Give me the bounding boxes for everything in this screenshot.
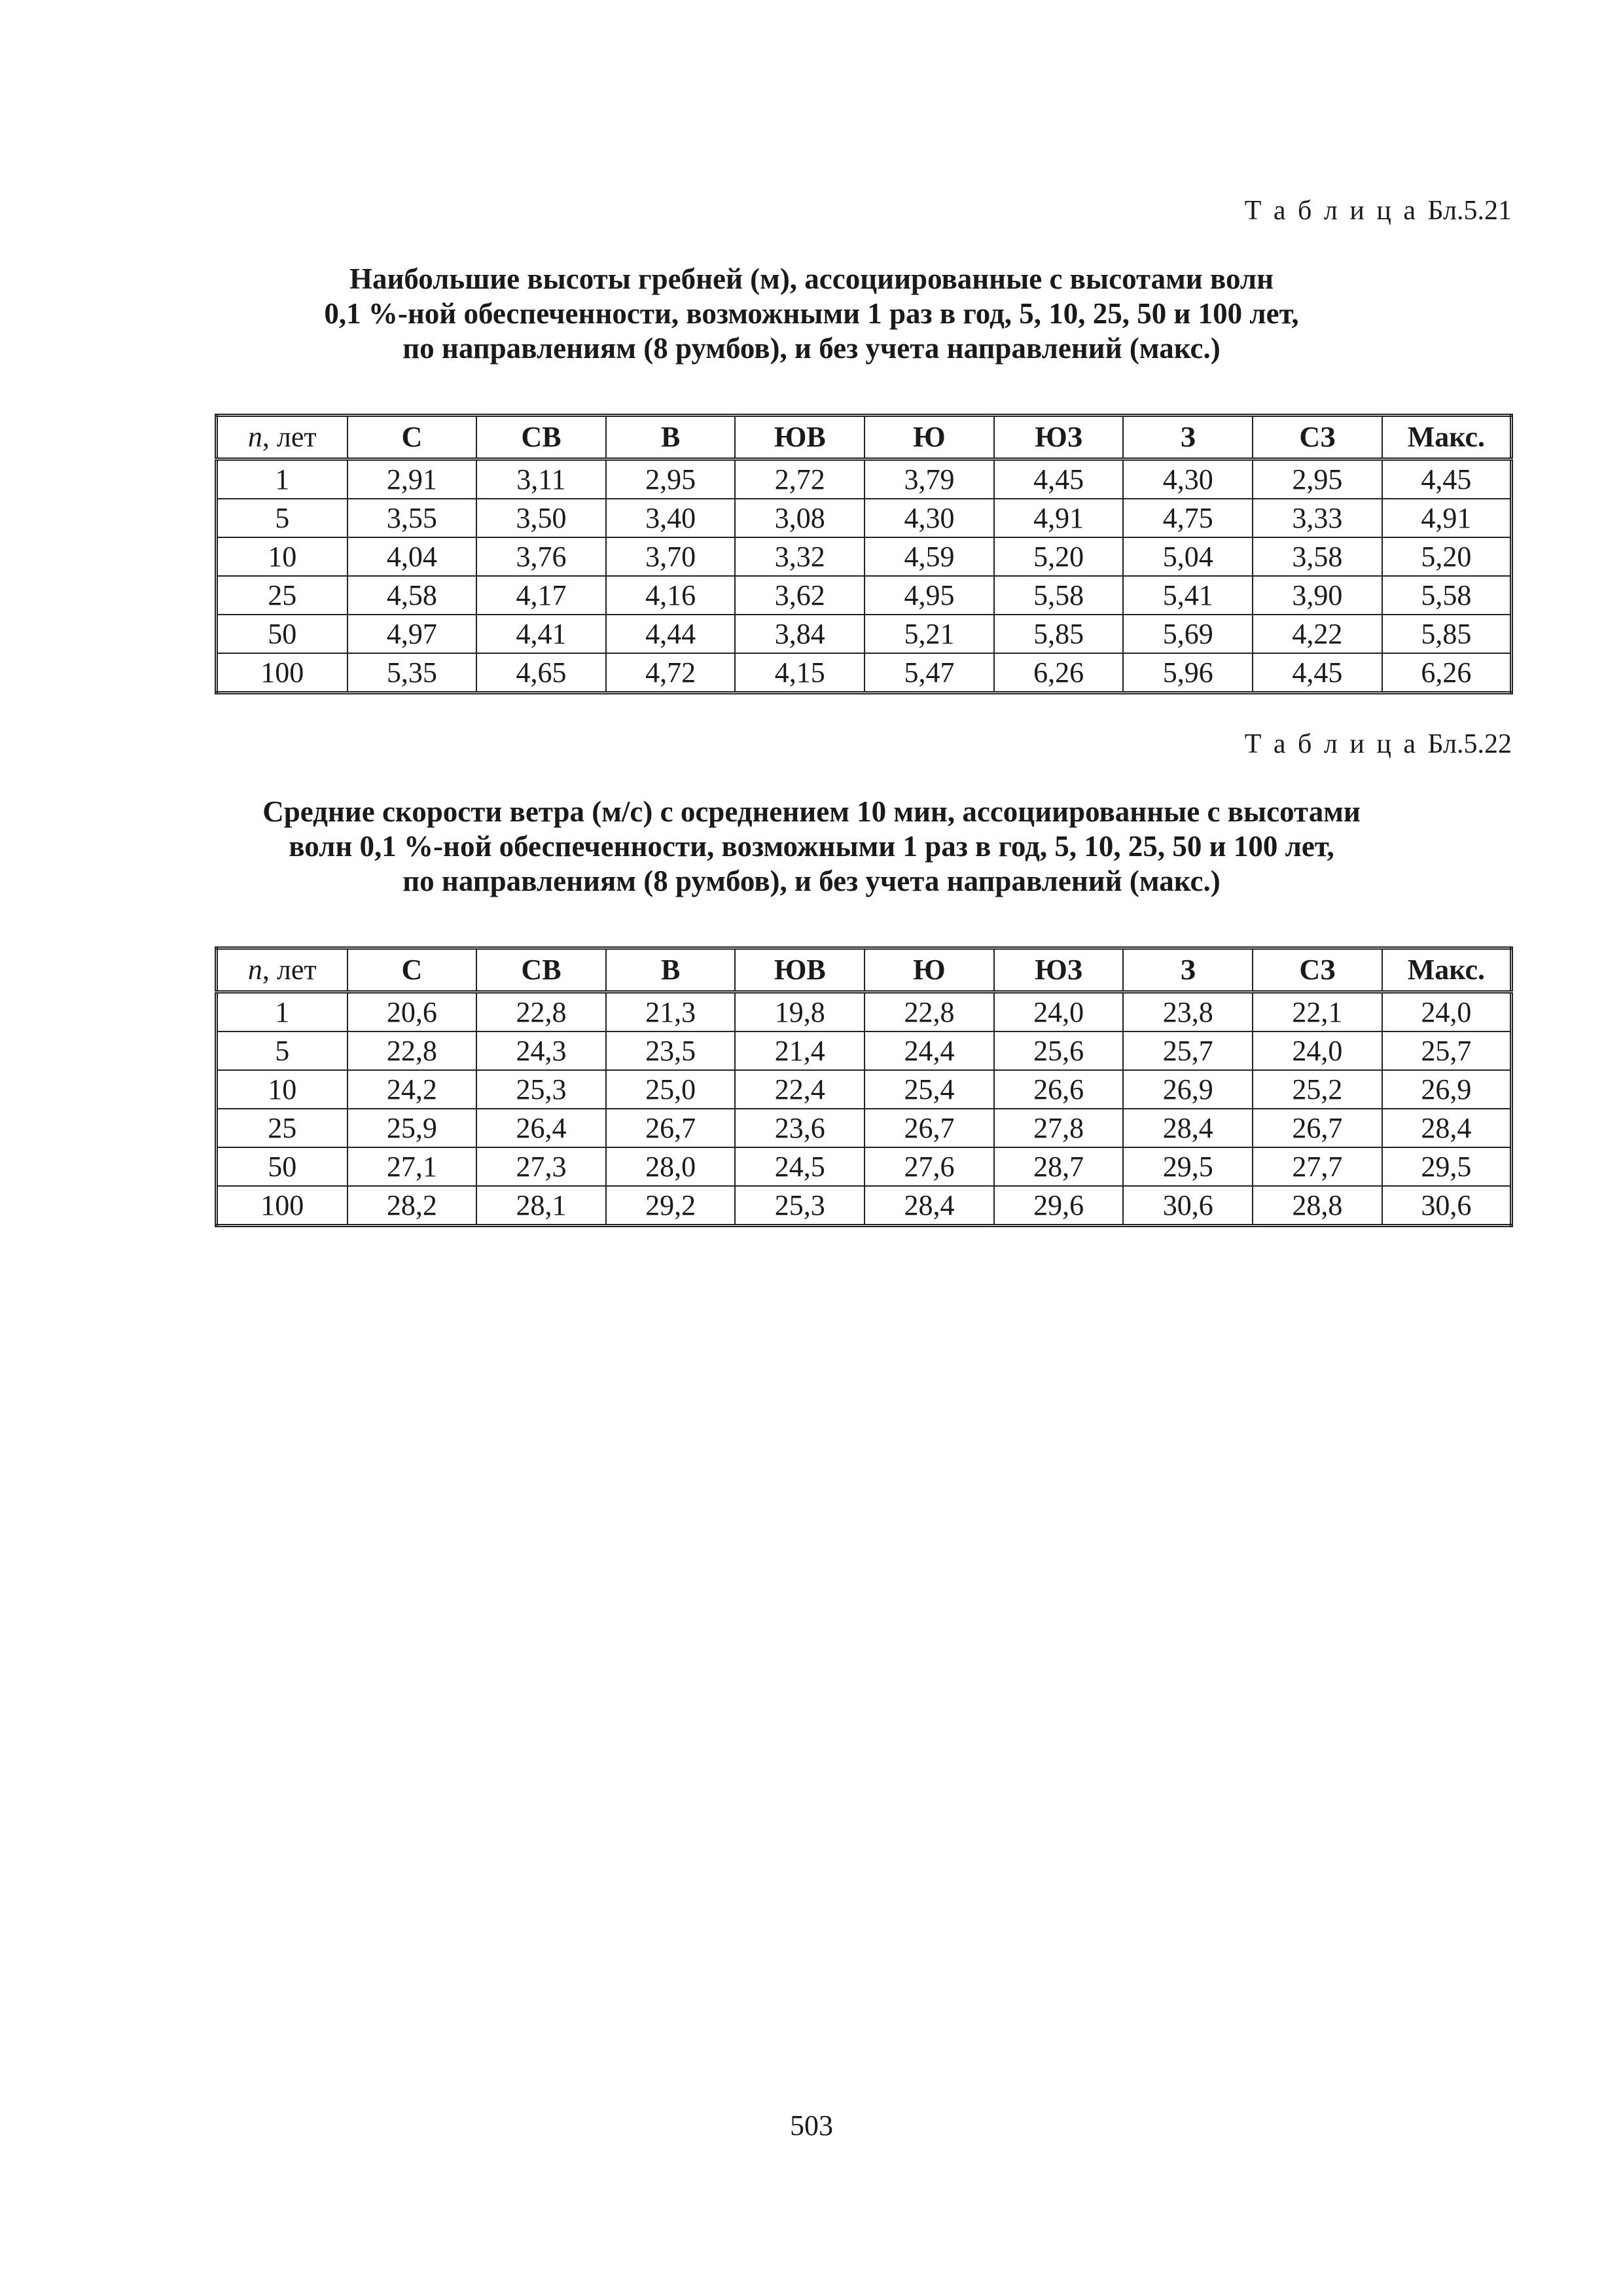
header-cell: ЮВ [735, 416, 865, 459]
value-cell: 5,20 [1382, 537, 1512, 576]
value-cell: 5,85 [994, 615, 1124, 653]
header-cell: В [606, 416, 736, 459]
value-cell: 25,7 [1123, 1031, 1253, 1070]
value-cell: 21,3 [606, 992, 736, 1032]
value-cell: 22,1 [1253, 992, 1382, 1032]
value-cell: 29,5 [1382, 1147, 1512, 1186]
period-cell: 50 [217, 615, 348, 653]
header-cell: З [1123, 948, 1253, 992]
period-cell: 100 [217, 653, 348, 693]
header-cell: СВ [476, 416, 606, 459]
value-cell: 25,4 [865, 1070, 994, 1109]
table-caption-1 [0, 262, 1623, 366]
period-cell: 5 [217, 1031, 348, 1070]
value-cell: 6,26 [1382, 653, 1512, 693]
value-cell: 4,91 [1382, 499, 1512, 537]
value-cell: 3,55 [348, 499, 477, 537]
value-cell: 28,4 [1382, 1109, 1512, 1147]
header-cell: СЗ [1253, 416, 1382, 459]
header-cell: Ю [865, 416, 994, 459]
value-cell: 21,4 [735, 1031, 865, 1070]
header-cell: ЮЗ [994, 948, 1124, 992]
header-cell: Макс. [1382, 948, 1512, 992]
table-body [217, 992, 1512, 1226]
value-cell: 3,62 [735, 576, 865, 615]
value-cell: 3,70 [606, 537, 736, 576]
value-cell: 24,3 [476, 1031, 606, 1070]
value-cell: 4,95 [865, 576, 994, 615]
header-period [217, 948, 348, 992]
table-row [217, 576, 1512, 615]
period-cell: 1 [217, 459, 348, 499]
value-cell: 22,8 [348, 1031, 477, 1070]
value-cell: 28,4 [865, 1186, 994, 1226]
value-cell: 25,9 [348, 1109, 477, 1147]
table-label-prefix: Т а б л и ц а [1244, 729, 1418, 759]
value-cell: 28,7 [994, 1147, 1124, 1186]
value-cell: 27,1 [348, 1147, 477, 1186]
caption-line: волн 0,1 %-ной обеспеченности, возможными 1 раз в год, 5, 10, 25, 50 и 100 лет, [289, 830, 1334, 863]
value-cell: 20,6 [348, 992, 477, 1032]
value-cell: 25,3 [735, 1186, 865, 1226]
value-cell: 29,5 [1123, 1147, 1253, 1186]
table-header-row [217, 948, 1512, 992]
value-cell: 23,5 [606, 1031, 736, 1070]
header-cell: Ю [865, 948, 994, 992]
period-cell: 100 [217, 1186, 348, 1226]
value-cell: 26,7 [1253, 1109, 1382, 1147]
value-cell: 28,4 [1123, 1109, 1253, 1147]
value-cell: 5,20 [994, 537, 1124, 576]
value-cell: 22,8 [476, 992, 606, 1032]
table-row [217, 537, 1512, 576]
value-cell: 4,97 [348, 615, 477, 653]
value-cell: 5,41 [1123, 576, 1253, 615]
value-cell: 3,11 [476, 459, 606, 499]
value-cell: 24,0 [1382, 992, 1512, 1032]
value-cell: 4,30 [865, 499, 994, 537]
header-cell: СЗ [1253, 948, 1382, 992]
value-cell: 3,50 [476, 499, 606, 537]
caption-line: по направлениям (8 румбов), и без учета направлений (макс.) [402, 865, 1221, 897]
value-cell: 26,9 [1382, 1070, 1512, 1109]
value-cell: 23,6 [735, 1109, 865, 1147]
value-cell: 6,26 [994, 653, 1124, 693]
value-cell: 24,0 [1253, 1031, 1382, 1070]
value-cell: 5,21 [865, 615, 994, 653]
value-cell: 4,45 [1253, 653, 1382, 693]
value-cell: 4,04 [348, 537, 477, 576]
header-cell: ЮВ [735, 948, 865, 992]
header-cell: В [606, 948, 736, 992]
value-cell: 22,4 [735, 1070, 865, 1109]
value-cell: 3,84 [735, 615, 865, 653]
value-cell: 5,47 [865, 653, 994, 693]
value-cell: 24,0 [994, 992, 1124, 1032]
header-cell: З [1123, 416, 1253, 459]
value-cell: 25,2 [1253, 1070, 1382, 1109]
table-label-2 [1245, 728, 1512, 760]
page-number: 503 [790, 2109, 833, 2142]
value-cell: 24,4 [865, 1031, 994, 1070]
period-cell: 5 [217, 499, 348, 537]
value-cell: 27,6 [865, 1147, 994, 1186]
value-cell: 2,95 [606, 459, 736, 499]
value-cell: 19,8 [735, 992, 865, 1032]
value-cell: 24,5 [735, 1147, 865, 1186]
header-period-unit: , лет [262, 954, 317, 986]
caption-line: Средние скорости ветра (м/с) с осреднением 10 мин, ассоциированные с высотами [262, 795, 1361, 828]
period-cell: 10 [217, 537, 348, 576]
header-cell: ЮЗ [994, 416, 1124, 459]
period-cell: 50 [217, 1147, 348, 1186]
value-cell: 25,6 [994, 1031, 1124, 1070]
value-cell: 4,59 [865, 537, 994, 576]
value-cell: 3,79 [865, 459, 994, 499]
value-cell: 29,6 [994, 1186, 1124, 1226]
header-period-var: n [247, 421, 262, 453]
header-cell: С [348, 416, 477, 459]
value-cell: 26,6 [994, 1070, 1124, 1109]
value-cell: 4,45 [994, 459, 1124, 499]
value-cell: 23,8 [1123, 992, 1253, 1032]
table-header-row [217, 416, 1512, 459]
table-row [217, 615, 1512, 653]
value-cell: 27,7 [1253, 1147, 1382, 1186]
value-cell: 27,3 [476, 1147, 606, 1186]
value-cell: 26,7 [606, 1109, 736, 1147]
period-cell: 1 [217, 992, 348, 1032]
value-cell: 25,3 [476, 1070, 606, 1109]
table-row [217, 459, 1512, 499]
header-period-unit: , лет [262, 421, 317, 453]
value-cell: 24,2 [348, 1070, 477, 1109]
table-row [217, 1070, 1512, 1109]
table-row [217, 1031, 1512, 1070]
table-row [217, 992, 1512, 1032]
value-cell: 3,40 [606, 499, 736, 537]
value-cell: 28,8 [1253, 1186, 1382, 1226]
table-label-number: Бл.5.21 [1427, 196, 1512, 226]
value-cell: 4,72 [606, 653, 736, 693]
table-row [217, 499, 1512, 537]
value-cell: 5,96 [1123, 653, 1253, 693]
period-cell: 10 [217, 1070, 348, 1109]
period-cell: 25 [217, 1109, 348, 1147]
table-body [217, 459, 1512, 693]
value-cell: 4,75 [1123, 499, 1253, 537]
value-cell: 4,15 [735, 653, 865, 693]
value-cell: 5,69 [1123, 615, 1253, 653]
table-row [217, 1147, 1512, 1186]
header-period-var: n [247, 954, 262, 986]
caption-line: 0,1 %-ной обеспеченности, возможными 1 раз в год, 5, 10, 25, 50 и 100 лет, [324, 297, 1299, 330]
data-table-2 [215, 946, 1513, 1227]
period-cell: 25 [217, 576, 348, 615]
table-row [217, 1186, 1512, 1226]
data-table-1 [215, 414, 1513, 694]
caption-line: Наибольшие высоты гребней (м), ассоциированные с высотами волн [349, 262, 1274, 295]
header-cell: С [348, 948, 477, 992]
value-cell: 5,04 [1123, 537, 1253, 576]
value-cell: 3,08 [735, 499, 865, 537]
value-cell: 3,32 [735, 537, 865, 576]
value-cell: 2,91 [348, 459, 477, 499]
value-cell: 4,58 [348, 576, 477, 615]
value-cell: 4,17 [476, 576, 606, 615]
value-cell: 4,44 [606, 615, 736, 653]
value-cell: 28,0 [606, 1147, 736, 1186]
value-cell: 4,91 [994, 499, 1124, 537]
table-caption-2 [0, 795, 1623, 899]
value-cell: 25,7 [1382, 1031, 1512, 1070]
value-cell: 29,2 [606, 1186, 736, 1226]
value-cell: 4,30 [1123, 459, 1253, 499]
value-cell: 5,58 [994, 576, 1124, 615]
value-cell: 4,65 [476, 653, 606, 693]
value-cell: 28,2 [348, 1186, 477, 1226]
value-cell: 22,8 [865, 992, 994, 1032]
value-cell: 4,45 [1382, 459, 1512, 499]
value-cell: 3,76 [476, 537, 606, 576]
value-cell: 5,35 [348, 653, 477, 693]
value-cell: 4,16 [606, 576, 736, 615]
value-cell: 26,7 [865, 1109, 994, 1147]
value-cell: 4,41 [476, 615, 606, 653]
value-cell: 30,6 [1382, 1186, 1512, 1226]
table-row [217, 653, 1512, 693]
value-cell: 26,4 [476, 1109, 606, 1147]
value-cell: 3,90 [1253, 576, 1382, 615]
value-cell: 3,33 [1253, 499, 1382, 537]
header-cell: СВ [476, 948, 606, 992]
value-cell: 3,58 [1253, 537, 1382, 576]
header-period [217, 416, 348, 459]
table-label-number: Бл.5.22 [1427, 729, 1512, 759]
table-label-prefix: Т а б л и ц а [1244, 196, 1418, 226]
value-cell: 25,0 [606, 1070, 736, 1109]
value-cell: 2,72 [735, 459, 865, 499]
header-cell: Макс. [1382, 416, 1512, 459]
value-cell: 5,58 [1382, 576, 1512, 615]
table-label-1 [1245, 195, 1512, 226]
value-cell: 5,85 [1382, 615, 1512, 653]
value-cell: 4,22 [1253, 615, 1382, 653]
value-cell: 28,1 [476, 1186, 606, 1226]
value-cell: 30,6 [1123, 1186, 1253, 1226]
table-row [217, 1109, 1512, 1147]
value-cell: 27,8 [994, 1109, 1124, 1147]
value-cell: 2,95 [1253, 459, 1382, 499]
caption-line: по направлениям (8 румбов), и без учета направлений (макс.) [402, 332, 1221, 365]
value-cell: 26,9 [1123, 1070, 1253, 1109]
